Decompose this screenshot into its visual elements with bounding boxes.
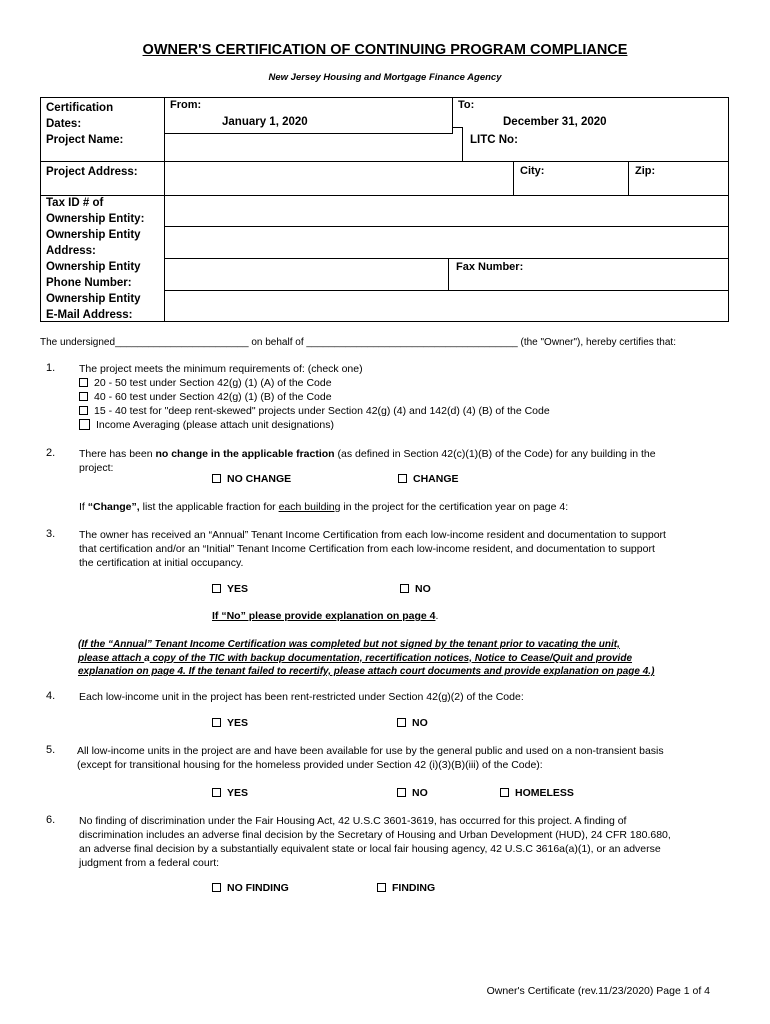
undersigned-statement <box>40 336 676 350</box>
label-column-divider <box>164 97 165 322</box>
item-number: 5. <box>46 744 56 756</box>
notice-line2-c: copy of the TIC with backup documentation, recertification notices, Notice to Cease/Quit and provide <box>149 652 633 664</box>
form-title: OWNER'S CERTIFICATION OF CONTINUING PROGRAM COMPLIANCE <box>142 42 628 58</box>
q3-if-no-note <box>212 609 438 623</box>
owner-email-label-line2: E-Mail Address: <box>46 309 133 321</box>
checkbox-icon[interactable] <box>212 584 221 593</box>
certifies-text: (the "Owner"), hereby certifies that: <box>517 337 676 348</box>
checkbox-icon[interactable] <box>79 419 90 430</box>
zip-divider <box>628 161 629 195</box>
q5-line1: All low-income units in the project are and have been available for use by the general public and used on a non-transient basis <box>77 745 664 757</box>
checkbox-icon[interactable] <box>377 883 386 892</box>
q6-text <box>79 814 729 870</box>
owner-address-field[interactable] <box>166 228 727 256</box>
owner-email-label-line1: Ownership Entity <box>46 293 141 305</box>
q2-text-bold: no change in the applicable fraction <box>155 448 335 460</box>
q2-text-a: There has been <box>79 448 156 460</box>
q1-text: The project meets the minimum requirements of: (check one) <box>79 363 363 375</box>
q2-text-b: (as defined in Section 42(c)(1)(B) of the Code) for any building in the <box>334 448 656 460</box>
q5-line2: (except for transitional housing for the homeless provided under Section 42 (i)(3)(B)(iii) of the Code): <box>77 759 543 771</box>
owner-address-label-line1: Ownership Entity <box>46 229 141 241</box>
q2-text <box>79 447 729 475</box>
from-date-value[interactable]: January 1, 2020 <box>222 116 308 128</box>
q2-no-change-option[interactable] <box>212 473 291 485</box>
follow-text-c: in the project for the certification year on page 4: <box>340 501 569 513</box>
q4-text: Each low-income unit in the project has been rent-restricted under Section 42(g)(2) of the Code: <box>79 691 524 703</box>
item-number: 2. <box>46 447 56 459</box>
q5-text <box>77 744 729 772</box>
owner-phone-label-line2: Phone Number: <box>46 277 132 289</box>
zip-label: Zip: <box>635 165 656 177</box>
on-behalf-text: on behalf of <box>248 337 307 348</box>
certification-dates-label <box>46 100 126 148</box>
checkbox-icon[interactable] <box>212 474 221 483</box>
q3-text <box>79 528 729 570</box>
undersigned-text: The undersigned <box>40 337 116 348</box>
checkbox-icon[interactable] <box>400 584 409 593</box>
row-line <box>40 161 729 162</box>
checkbox-icon[interactable] <box>79 378 88 387</box>
city-divider <box>513 161 514 195</box>
checkbox-icon[interactable] <box>398 474 407 483</box>
tax-id-label <box>46 195 144 227</box>
q6-finding-option[interactable] <box>377 882 435 894</box>
follow-text-b: list the applicable fraction for <box>139 501 279 513</box>
follow-text-bold: “Change”, <box>87 501 140 513</box>
city-label: City: <box>520 165 545 177</box>
option-label: YES <box>227 717 249 729</box>
to-label: To: <box>458 99 475 111</box>
tax-id-label-line1: Tax ID # of <box>46 197 104 209</box>
checkbox-icon[interactable] <box>79 392 88 401</box>
q5-homeless-option[interactable] <box>500 787 574 799</box>
q1-option-20-50[interactable] <box>79 376 332 390</box>
option-label: CHANGE <box>413 473 459 485</box>
q1-option-income-averaging[interactable] <box>79 418 334 432</box>
owner-name-blank[interactable]: ______________________________________ <box>306 337 518 348</box>
checkbox-icon[interactable] <box>397 718 406 727</box>
to-date-value[interactable]: December 31, 2020 <box>503 116 607 128</box>
item-number: 1. <box>46 362 56 374</box>
fax-divider <box>448 258 449 290</box>
q3-line1: The owner has received an “Annual” Tenant Income Certification from each low-income resident and documentation to support <box>79 529 666 541</box>
owner-phone-field[interactable] <box>166 260 446 288</box>
notice-line2-b: a <box>144 652 150 664</box>
option-label: 20 - 50 test under Section 42(g) (1) (A) of the Code <box>94 377 332 389</box>
notice-line3: explanation on page 4. If the tenant failed to recertify, please attach court documents and provide explanation on page 4.) <box>78 666 655 677</box>
item-number: 4. <box>46 690 56 702</box>
project-address-field[interactable] <box>166 163 511 193</box>
q2-follow-up <box>79 500 568 514</box>
notice-line2-a: please attach <box>78 652 145 664</box>
page-footer: Owner's Certificate (rev.11/23/2020) Page 1 of 4 <box>486 985 710 997</box>
checkbox-icon[interactable] <box>397 788 406 797</box>
option-label: FINDING <box>392 882 436 894</box>
litc-divider <box>462 127 463 161</box>
option-label: NO <box>412 717 428 729</box>
fax-field[interactable] <box>530 260 726 288</box>
q4-no-option[interactable] <box>397 717 428 729</box>
row-line <box>164 226 729 227</box>
option-label: NO CHANGE <box>227 473 292 485</box>
q6-line3: an adverse final decision by a substantially equivalent state or local fair housing agency, 42 U.S.C 3616a(a)(1), or an adverse <box>79 843 661 855</box>
q3-line2: that certification and/or an “Initial” Tenant Income Certification from each low-income resident, and documentation to support <box>79 543 655 555</box>
option-label: Income Averaging (please attach unit designations) <box>96 419 334 431</box>
q2-text-c: project: <box>79 462 114 474</box>
checkbox-icon[interactable] <box>212 788 221 797</box>
option-label: HOMELESS <box>515 787 574 799</box>
if-no-dot: . <box>435 610 439 622</box>
if-no-text: If “No” please provide explanation on page 4 <box>212 610 436 622</box>
checkbox-icon[interactable] <box>212 883 221 892</box>
owner-address-label-line2: Address: <box>46 245 96 257</box>
project-name-field[interactable] <box>166 135 460 159</box>
owner-address-label <box>46 227 141 259</box>
q5-no-option[interactable] <box>397 787 428 799</box>
litc-label: LITC No: <box>470 134 518 146</box>
q3-no-option[interactable] <box>400 583 431 595</box>
option-label: YES <box>227 583 249 595</box>
q6-line4: judgment from a federal court: <box>79 857 220 869</box>
litc-number-field[interactable] <box>530 131 726 159</box>
checkbox-icon[interactable] <box>500 788 509 797</box>
q6-line2: discrimination includes an adverse final decision by the Secretary of Housing and Urban Development (HUD), 24 CFR 180.680, <box>79 829 671 841</box>
follow-text-underline: each building <box>278 501 341 513</box>
tic-notice <box>78 638 718 679</box>
from-label: From: <box>170 99 202 111</box>
checkbox-icon[interactable] <box>212 718 221 727</box>
owner-email-label <box>46 291 141 323</box>
option-label: YES <box>227 787 249 799</box>
project-address-label: Project Address: <box>46 166 138 178</box>
row-line <box>164 290 729 291</box>
row-line <box>164 258 729 259</box>
option-label: 15 - 40 test for "deep rent-skewed" projects under Section 42(g) (4) and 142(d) (4) (B) of the Code <box>94 405 550 417</box>
follow-text-a: If <box>79 501 88 513</box>
q6-no-finding-option[interactable] <box>212 882 289 894</box>
tax-id-label-line2: Ownership Entity: <box>46 213 145 225</box>
fax-label: Fax Number: <box>456 261 524 273</box>
option-label: NO <box>412 787 428 799</box>
notice-line1: (If the “Annual” Tenant Income Certification was completed but not signed by the tenant prior to vacating the unit, <box>78 639 620 650</box>
option-label: NO FINDING <box>227 882 289 894</box>
agency-subtitle: New Jersey Housing and Mortgage Finance Agency <box>268 72 502 83</box>
option-label: NO <box>415 583 431 595</box>
item-number: 3. <box>46 528 56 540</box>
row-line <box>453 127 463 128</box>
q1-option-40-60[interactable] <box>79 390 332 404</box>
q5-yes-option[interactable] <box>212 787 248 799</box>
option-label: 40 - 60 test under Section 42(g) (1) (B) of the Code <box>94 391 332 403</box>
q3-yes-option[interactable] <box>212 583 248 595</box>
undersigned-name-blank[interactable]: ________________________ <box>115 337 249 348</box>
checkbox-icon[interactable] <box>79 406 88 415</box>
zip-field[interactable] <box>630 176 727 193</box>
item-number: 6. <box>46 814 56 826</box>
q3-line3: the certification at initial occupancy. <box>79 557 244 569</box>
q1-option-15-40[interactable] <box>79 404 550 418</box>
q4-yes-option[interactable] <box>212 717 248 729</box>
project-name-label: Project Name: <box>46 134 124 146</box>
row-line <box>164 133 453 134</box>
owner-email-field[interactable] <box>166 292 727 320</box>
q2-change-option[interactable] <box>398 473 459 485</box>
city-field[interactable] <box>515 176 626 193</box>
cert-dates-text: Certification Dates: <box>46 102 114 130</box>
tax-id-field[interactable] <box>166 197 727 225</box>
owner-phone-label-line1: Ownership Entity <box>46 261 141 273</box>
q6-line1: No finding of discrimination under the Fair Housing Act, 42 U.S.C 3601-3619, has occurred for this project. A finding of <box>79 815 627 827</box>
owner-phone-label <box>46 259 141 291</box>
